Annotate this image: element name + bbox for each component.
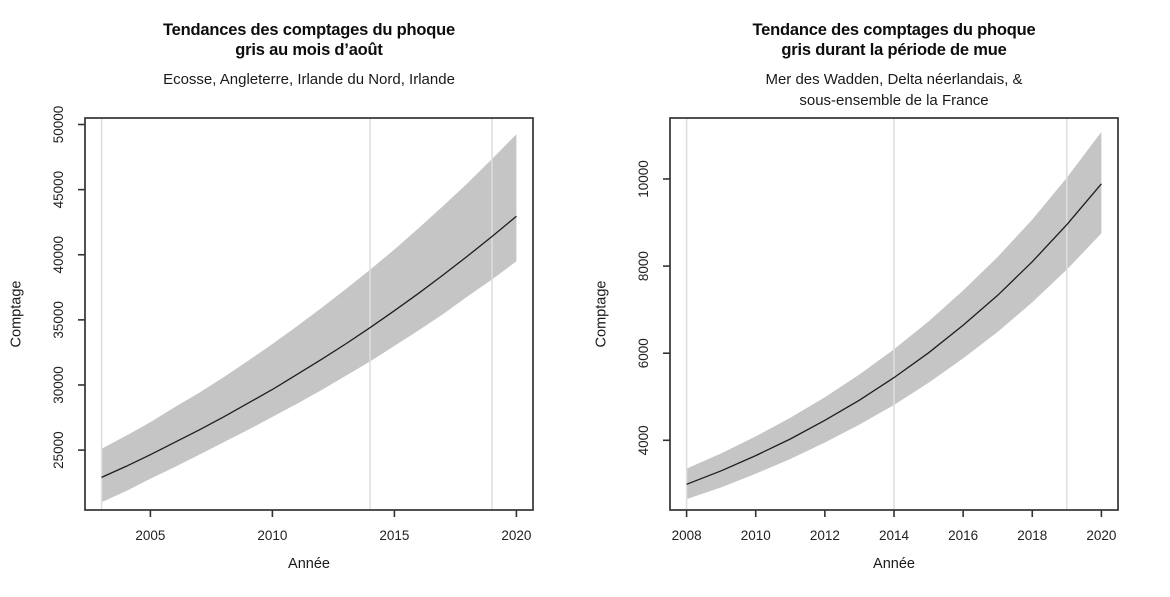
x-tick-label: 2010 bbox=[740, 528, 771, 543]
y-axis-label: Comptage bbox=[8, 280, 24, 348]
y-tick-label: 35000 bbox=[51, 301, 66, 339]
x-tick-label: 2005 bbox=[135, 528, 166, 543]
chart-subtitle-line: Ecosse, Angleterre, Irlande du Nord, Irlande bbox=[163, 71, 455, 88]
chart-title-line: gris au mois d’août bbox=[235, 41, 383, 59]
x-tick-label: 2020 bbox=[1086, 528, 1117, 543]
x-axis-label: Année bbox=[288, 556, 330, 572]
x-tick-label: 2010 bbox=[257, 528, 288, 543]
y-tick-label: 8000 bbox=[636, 251, 651, 282]
y-axis-label: Comptage bbox=[593, 280, 609, 348]
y-tick-label: 45000 bbox=[51, 170, 66, 209]
y-tick-label: 40000 bbox=[51, 235, 67, 274]
x-tick-label: 2018 bbox=[1017, 528, 1048, 543]
y-tick-label: 25000 bbox=[51, 431, 66, 469]
y-tick-label: 10000 bbox=[636, 160, 651, 198]
y-tick-label: 4000 bbox=[636, 425, 651, 456]
chart-title-line: gris durant la période de mue bbox=[781, 41, 1007, 59]
x-tick-label: 2020 bbox=[501, 528, 532, 543]
x-tick-label: 2008 bbox=[671, 528, 702, 543]
x-tick-label: 2016 bbox=[948, 528, 979, 543]
y-tick-label: 6000 bbox=[636, 338, 651, 369]
chart-title-line: Tendance des comptages du phoque bbox=[752, 21, 1036, 39]
chart-title-line: Tendances des comptages du phoque bbox=[163, 21, 455, 39]
x-tick-label: 2014 bbox=[878, 528, 910, 543]
x-tick-label: 2012 bbox=[809, 528, 840, 543]
chart-plot bbox=[585, 0, 1170, 597]
confidence-band bbox=[102, 134, 517, 502]
moult-counts-chart-panel bbox=[585, 0, 1170, 597]
y-tick-label: 30000 bbox=[51, 366, 66, 404]
x-axis-label: Année bbox=[873, 556, 915, 572]
y-tick-label: 50000 bbox=[51, 105, 66, 144]
chart-subtitle-line: sous-ensemble de la France bbox=[799, 92, 989, 109]
chart-subtitle-line: Mer des Wadden, Delta néerlandais, & bbox=[765, 71, 1023, 88]
x-tick-label: 2015 bbox=[379, 528, 410, 543]
